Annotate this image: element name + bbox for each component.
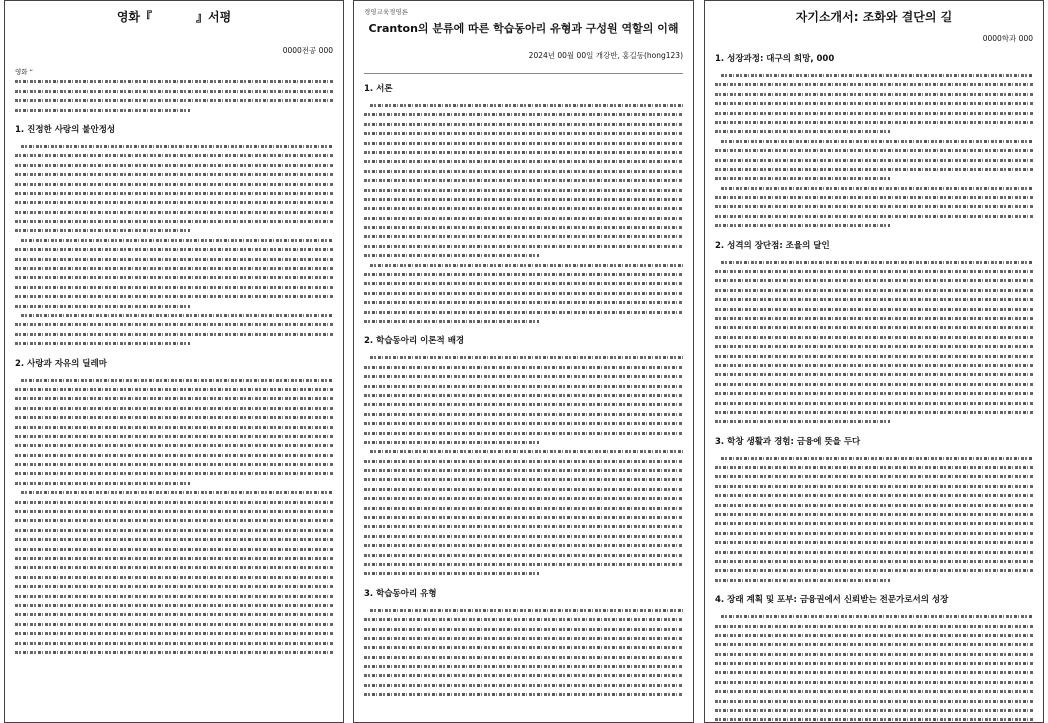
paragraph — [715, 258, 1033, 427]
section-heading: 4. 장래 계획 및 포부: 금융권에서 신뢰받는 전문가로서의 성장 — [715, 595, 949, 606]
section-heading: 2. 사랑과 자유의 딜레마 — [15, 358, 107, 369]
paper-title: Cranton의 분류에 따른 학습동아리 유형과 구성원 역할의 이해 — [368, 22, 679, 35]
section-heading: 1. 성장과정: 대구의 희망, 000 — [715, 54, 835, 64]
paragraph — [715, 137, 1033, 184]
paper-meta: 2024년 00월 00일 개강반, 홍길동(hong123) — [528, 51, 683, 60]
document-page-cover-letter — [704, 0, 1044, 723]
section-heading: 1. 진정한 사랑의 불안정성 — [15, 124, 116, 135]
paragraph — [715, 612, 1033, 723]
page-title: 자기소개서: 조화와 결단의 길 — [795, 10, 953, 24]
title-suffix: 』서평 — [196, 10, 232, 24]
paragraph — [15, 488, 333, 657]
paragraph — [15, 236, 333, 311]
section-heading: 1. 서론 — [364, 84, 393, 94]
paragraph — [364, 261, 683, 327]
document-page-paper — [353, 0, 694, 723]
paragraph — [364, 101, 683, 261]
paragraph — [364, 353, 683, 447]
section-heading: 2. 학습동아리 이론적 배경 — [364, 336, 465, 347]
paragraph — [715, 184, 1033, 231]
divider — [364, 73, 683, 74]
section-heading: 3. 학습동아리 유형 — [364, 588, 437, 599]
journal-name: 경영교육경영론 — [364, 8, 408, 16]
paragraph — [15, 376, 333, 489]
paragraph — [15, 311, 333, 349]
lead-text: 영화 “ — [15, 68, 33, 76]
page-title — [15, 8, 333, 25]
paragraph — [715, 454, 1033, 585]
document-page-film-review — [4, 0, 344, 723]
section-heading: 2. 성격의 장단점: 조율의 달인 — [715, 240, 830, 251]
author-line: 0000전공 000 — [282, 46, 333, 55]
paragraph — [364, 606, 683, 700]
paragraph — [364, 447, 683, 578]
title-prefix: 영화『 — [116, 10, 152, 24]
author-line: 0000학과 000 — [982, 34, 1033, 43]
paragraph — [15, 142, 333, 236]
section-heading: 3. 학창 생활과 경험: 금융에 뜻을 두다 — [715, 436, 861, 447]
paragraph — [715, 71, 1033, 137]
paragraph — [15, 77, 333, 115]
